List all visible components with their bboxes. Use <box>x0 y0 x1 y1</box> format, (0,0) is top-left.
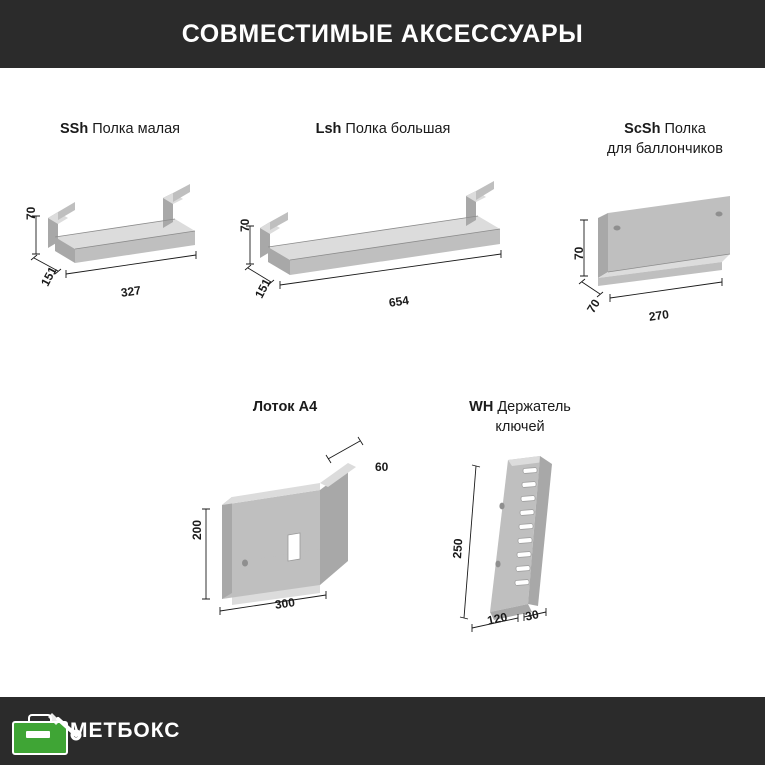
product-code-lotok: Лоток <box>252 399 295 415</box>
dimension-height-scsh: 70 <box>572 246 586 260</box>
dimension-width-wh: 120 <box>486 609 509 628</box>
product-label-lsh <box>238 120 528 140</box>
wrench-icon <box>48 707 82 741</box>
product-drawing-wh <box>420 446 620 636</box>
dimension-depth-lsh: 151 <box>252 276 274 301</box>
page-footer <box>0 697 765 765</box>
product-name2-wh: ключей <box>495 418 545 435</box>
product-drawing-lsh <box>238 192 528 327</box>
product-code-scsh: ScSh <box>624 121 661 137</box>
brand-logo <box>8 703 188 759</box>
product-item-lotok <box>170 398 400 628</box>
dimension-height-ssh: 70 <box>24 206 38 220</box>
product-item-lsh <box>238 120 528 320</box>
product-item-scsh <box>570 120 760 324</box>
dimension-depth-scsh: 70 <box>584 296 603 316</box>
dimension-depth-lotok: 60 <box>375 460 389 474</box>
page-title: СОВМЕСТИМЫЕ АКСЕССУАРЫ <box>181 19 584 48</box>
product-label-ssh <box>20 120 220 140</box>
dimension-depth-ssh: 151 <box>38 264 60 289</box>
product-name-wh: Держатель <box>497 399 571 415</box>
product-drawing-scsh <box>570 210 760 350</box>
dimension-height-lsh: 70 <box>238 218 252 232</box>
product-code-ssh: SSh <box>59 121 89 137</box>
product-name-lsh: Полка большая <box>345 121 451 137</box>
product-name-lotok: A4 <box>298 399 318 415</box>
product-name-scsh: Полка <box>664 121 706 137</box>
dimension-width-scsh: 270 <box>648 307 670 324</box>
product-label-wh <box>420 398 620 437</box>
dimension-width-lotok: 300 <box>274 595 296 612</box>
product-label-lotok <box>170 398 400 418</box>
product-code-lsh: Lsh <box>315 121 342 137</box>
dimension-width-ssh: 327 <box>120 283 142 300</box>
product-item-ssh <box>20 120 220 320</box>
dimension-height-lotok: 200 <box>190 519 204 540</box>
page-header <box>0 0 765 68</box>
brand-name: МЕТБОКС <box>70 719 181 742</box>
dimension-width-lsh: 654 <box>388 293 410 310</box>
dimension-depth-wh: 30 <box>524 607 540 624</box>
product-code-wh: WH <box>469 399 494 415</box>
product-item-wh <box>420 398 620 638</box>
product-drawing-ssh <box>20 192 220 322</box>
product-label-scsh <box>570 120 760 159</box>
product-name2-scsh: для баллончиков <box>607 140 723 157</box>
dimension-height-wh: 250 <box>450 538 466 559</box>
product-name-ssh: Полка малая <box>92 121 181 137</box>
